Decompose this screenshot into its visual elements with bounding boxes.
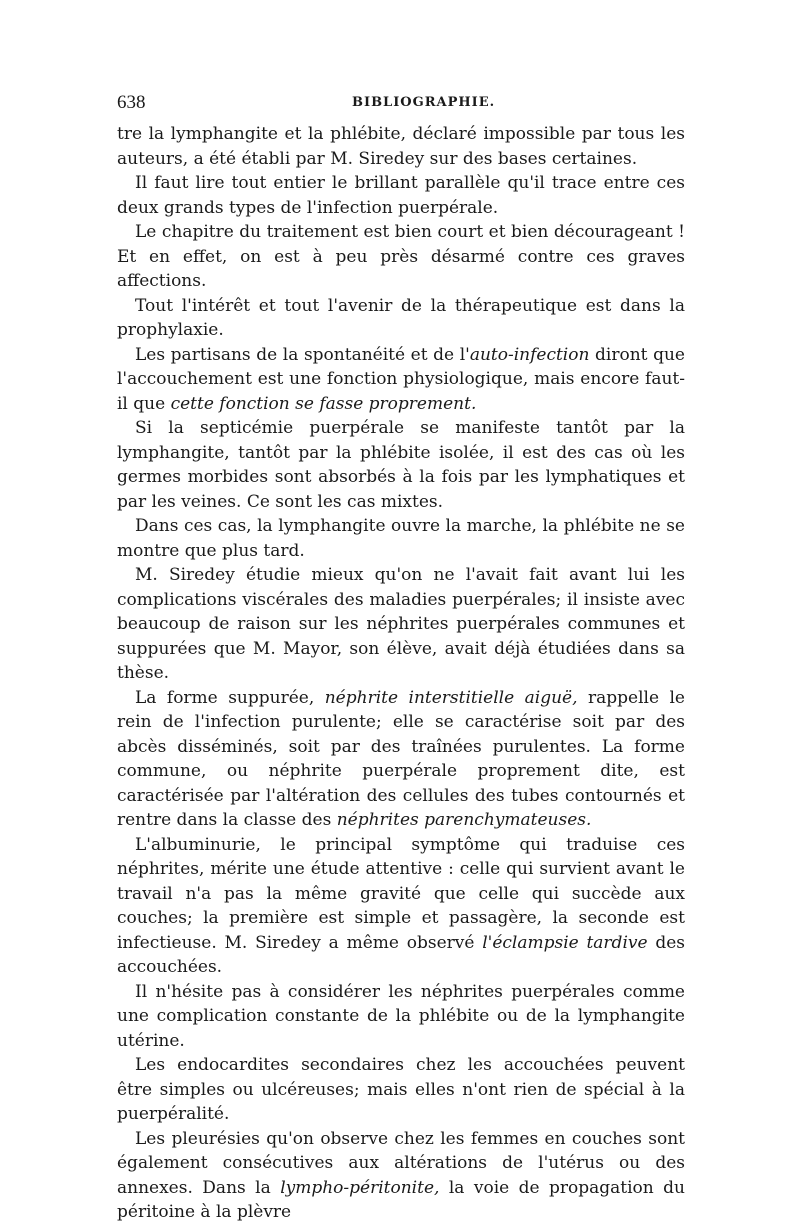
paragraph [117,1053,685,1127]
paragraph [117,833,685,980]
text-run: L'albuminurie, le principal symptôme qui traduise ces néphrites, mérite une étude attentive : celle qui survient avant le travail n'a pas la même gravité que celle qui succède aux couches; la première est simple et passagère, la seconde est infectieuse. M. Siredey a même observé [117,834,685,953]
text-run: la voie de propagation du péritoine à la plèvre [117,1177,686,1222]
paragraph [117,294,685,343]
paragraph [117,1127,685,1225]
paragraph [117,416,685,514]
italic-text: néphrites parenchymateuses. [336,810,592,830]
text-run: diront que l'accouchement est une fonction physiologique, mais encore faut-il que [117,344,685,414]
text-run: Tout l'intérêt et tout l'avenir de la thérapeutique est dans la prophylaxie. [117,295,685,340]
paragraph [117,122,685,171]
text-run: M. Siredey étudie mieux qu'on ne l'avait fait avant lui les complications viscérales des maladies puerpérales; il insiste avec beaucoup de raison sur les néphrites puerpérales communes et suppurées que M. Mayor, son élève, avait déjà étudiées dans sa thèse. [117,565,685,683]
paragraph [117,563,685,686]
running-title: BIBLIOGRAPHIE. [352,95,496,110]
paragraph [117,980,685,1054]
paragraph [117,220,685,294]
text-run: Si la septicémie puerpérale se manifeste tantôt par la lymphangite, tantôt par la phlébite isolée, il est des cas où les germes morbides sont absorbés à la fois par les lymphatiques et par les veines. Ce sont les cas mixtes. [117,418,685,512]
italic-text: auto-infection [469,344,590,365]
italic-text: cette fonction se fasse proprement. [170,393,477,414]
italic-text: lympho-péritonite, [280,1177,440,1198]
text-run: Dans ces cas, la lymphangite ouvre la marche, la phlébite ne se montre que plus tard. [117,516,685,561]
text-run: des accouchées. [117,932,685,977]
text-run: Le chapitre du traitement est bien court et bien décourageant ! Et en effet, on est à peu près désarmé contre ces graves affections. [117,222,685,291]
body-text [117,122,685,1225]
paragraph [117,686,685,833]
page-number: 638 [117,92,146,113]
text-run: Les endocardites secondaires chez les accouchées peuvent être simples ou ulcéreuses; mais elles n'ont rien de spécial à la puerpéralité. [117,1055,685,1124]
text-run: Il faut lire tout entier le brillant parallèle qu'il trace entre ces deux grands types de l'infection puerpérale. [117,173,685,218]
book-page [117,92,685,1225]
italic-text: l'éclampsie tardive [482,932,648,953]
text-run: rappelle le rein de l'infection purulente; elle se caractérise soit par des abcès disséminés, soit par des traînées purulentes. La forme commune, ou néphrite puerpérale proprement dite, est caractérisée par l'altération des cellules des tubes contournés et rentre dans la classe des [117,687,685,830]
paragraph [117,514,685,563]
paragraph [117,343,685,417]
running-header [117,92,685,122]
paragraph [117,171,685,220]
text-run: Les pleurésies qu'on observe chez les femmes en couches sont également consécutives aux altérations de l'utérus ou des annexes. Dans la [117,1128,685,1198]
text-run: Il n'hésite pas à considérer les néphrites puerpérales comme une complication constante de la phlébite ou de la lymphangite utérine. [117,981,685,1051]
text-run: La forme suppurée, [135,687,325,708]
italic-text: néphrite interstitielle aiguë, [324,687,578,708]
text-run: Les partisans de la spontanéité et de l' [135,344,470,365]
text-run: tre la lymphangite et la phlébite, déclaré impossible par tous les auteurs, a été établi par M. Siredey sur des bases certaines. [117,124,685,169]
